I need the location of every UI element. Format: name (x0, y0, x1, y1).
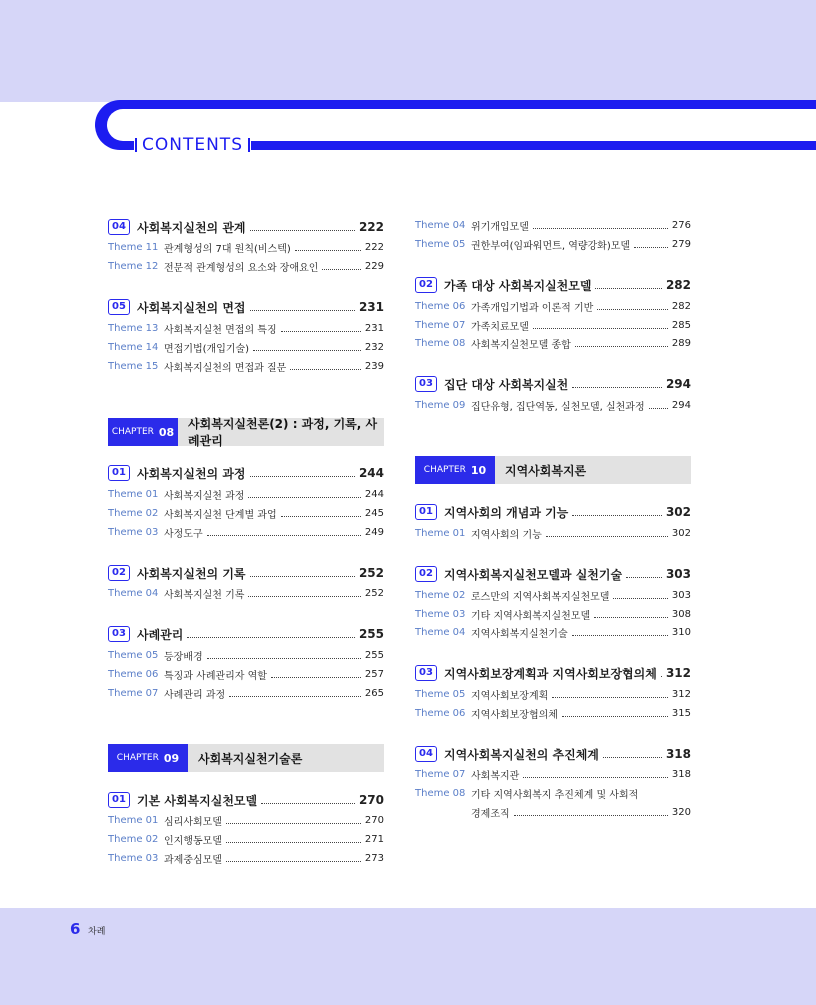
theme-entry[interactable] (108, 647, 384, 663)
theme-entry[interactable] (108, 812, 384, 828)
theme-entry[interactable] (108, 320, 384, 336)
theme-label: Theme 06 (415, 300, 466, 312)
section-number: 01 (415, 504, 437, 520)
section-entry[interactable] (415, 664, 691, 682)
theme-text: 지역사회의 기능 (471, 529, 542, 541)
page-number: 239 (364, 360, 384, 372)
section-number: 02 (108, 565, 130, 581)
section-title: 사례관리 (137, 627, 184, 642)
page-number: 303 (671, 589, 691, 601)
theme-text: 사회복지실천모델 종합 (471, 339, 571, 351)
theme-entry[interactable] (415, 686, 691, 702)
theme-label: Theme 04 (415, 626, 466, 638)
page-number: 255 (358, 627, 384, 641)
theme-label: Theme 01 (415, 527, 466, 539)
theme-text: 사회복지실천 과정 (164, 490, 245, 502)
theme-entry[interactable] (108, 850, 384, 866)
section-number: 01 (108, 792, 130, 808)
chapter-number: 10 (470, 463, 487, 477)
page-number: 310 (671, 626, 691, 638)
theme-label: Theme 07 (108, 687, 159, 699)
theme-label: Theme 02 (108, 507, 159, 519)
theme-label: Theme 15 (108, 360, 159, 372)
chapter-label: CHAPTER 09 (108, 744, 188, 772)
section-number: 01 (108, 465, 130, 481)
page-number: 318 (665, 747, 691, 761)
theme-entry[interactable] (108, 524, 384, 540)
page-number: 245 (364, 507, 384, 519)
theme-text: 관계형성의 7대 원칙(비스텍) (164, 243, 291, 255)
theme-label: Theme 05 (415, 238, 466, 250)
section-title: 사회복지실천의 기록 (137, 566, 246, 581)
theme-entry[interactable] (415, 335, 691, 351)
theme-text: 면접기법(개입기술) (164, 343, 250, 355)
theme-label: Theme 04 (108, 587, 159, 599)
section-number: 02 (415, 566, 437, 582)
page-number: 318 (671, 768, 691, 780)
section-title: 지역사회복지실천의 추진체계 (444, 747, 599, 762)
section-entry[interactable] (108, 564, 384, 582)
page-number: 276 (671, 219, 691, 231)
theme-label: Theme 07 (415, 768, 466, 780)
page-number: 244 (364, 488, 384, 500)
theme-text: 심리사회모델 (164, 816, 222, 828)
section-entry[interactable] (108, 625, 384, 643)
section-title: 사회복지실천의 면접 (137, 300, 246, 315)
theme-entry[interactable] (415, 397, 691, 413)
section-number: 04 (415, 746, 437, 762)
theme-entry[interactable] (108, 666, 384, 682)
section-title: 사회복지실천의 과정 (137, 466, 246, 481)
section-title: 집단 대상 사회복지실천 (444, 377, 569, 392)
theme-entry[interactable] (108, 831, 384, 847)
theme-text: 지역사회보장협의체 (471, 709, 558, 721)
page-number: 302 (665, 505, 691, 519)
section-number: 03 (108, 626, 130, 642)
theme-text: 가족치료모델 (471, 321, 529, 333)
page-number: 308 (671, 608, 691, 620)
page-number: 244 (358, 466, 384, 480)
theme-label: Theme 01 (108, 814, 159, 826)
theme-entry[interactable] (415, 766, 691, 782)
page-number: 315 (671, 707, 691, 719)
chapter-number: 09 (163, 751, 180, 765)
page-number: 282 (665, 278, 691, 292)
section-number: 03 (415, 665, 437, 681)
theme-text: 사례관리 과정 (164, 689, 226, 701)
chapter-header[interactable] (415, 456, 691, 484)
theme-entry[interactable] (108, 486, 384, 502)
theme-label: Theme 13 (108, 322, 159, 334)
theme-label: Theme 03 (108, 852, 159, 864)
page-number: 312 (671, 688, 691, 700)
theme-entry[interactable] (108, 258, 384, 274)
page-number: 249 (364, 526, 384, 538)
chapter-label: CHAPTER 10 (415, 456, 495, 484)
theme-entry[interactable] (415, 606, 691, 622)
section-number: 05 (108, 299, 130, 315)
page-number: 312 (665, 666, 691, 680)
section-number: 02 (415, 277, 437, 293)
page-number: 252 (358, 566, 384, 580)
theme-entry[interactable] (108, 505, 384, 521)
page-number: 271 (364, 833, 384, 845)
theme-label: Theme 11 (108, 241, 159, 253)
section-entry[interactable] (415, 375, 691, 393)
theme-label: Theme 02 (415, 589, 466, 601)
section-entry[interactable] (415, 503, 691, 521)
theme-entry[interactable] (415, 236, 691, 252)
theme-text: 로스만의 지역사회복지실천모델 (471, 591, 610, 603)
section-title: 지역사회보장계획과 지역사회보장협의체 (444, 666, 657, 681)
top-band (0, 0, 816, 102)
theme-text: 등장배경 (164, 651, 203, 663)
chapter-title: 지역사회복지론 (505, 463, 587, 478)
section-title: 지역사회의 개념과 기능 (444, 505, 569, 520)
theme-text: 기타 지역사회복지실천모델 (471, 610, 591, 622)
page-title: CONTENTS (134, 133, 251, 157)
theme-entry[interactable] (108, 339, 384, 355)
page-number: 257 (364, 668, 384, 680)
theme-label: Theme 08 (415, 787, 466, 799)
theme-text: 사회복지실천 면접의 특징 (164, 324, 277, 336)
section-number: 04 (108, 219, 130, 235)
page-number: 273 (364, 852, 384, 864)
section-entry[interactable] (415, 745, 691, 763)
theme-entry[interactable] (415, 217, 691, 233)
section-number: 03 (415, 376, 437, 392)
page-number: 294 (665, 377, 691, 391)
theme-label: Theme 06 (415, 707, 466, 719)
page-number: 279 (671, 238, 691, 250)
theme-text: 인지행동모델 (164, 835, 222, 847)
theme-text: 사정도구 (164, 528, 203, 540)
page-number: 252 (364, 587, 384, 599)
chapter-title: 사회복지실천기술론 (198, 751, 303, 766)
page-number: 282 (671, 300, 691, 312)
section-entry[interactable] (415, 565, 691, 583)
theme-label: Theme 03 (415, 608, 466, 620)
theme-label: Theme 08 (415, 337, 466, 349)
page-number: 232 (364, 341, 384, 353)
chapter-title: 사회복지실천론(2) : 과정, 기록, 사례관리 (188, 417, 378, 448)
theme-entry[interactable] (415, 525, 691, 541)
theme-entry-continued[interactable] (471, 804, 691, 820)
theme-text: 특징과 사례관리자 역할 (164, 670, 267, 682)
page-number: 302 (671, 527, 691, 539)
theme-label: Theme 03 (108, 526, 159, 538)
page-number: 270 (364, 814, 384, 826)
theme-entry[interactable] (415, 785, 691, 801)
theme-text: 사회복지실천 기록 (164, 589, 245, 601)
theme-label: Theme 09 (415, 399, 466, 411)
theme-entry[interactable] (415, 624, 691, 640)
page-number: 229 (364, 260, 384, 272)
chapter-header[interactable] (108, 418, 384, 446)
page-number: 294 (671, 399, 691, 411)
section-title: 기본 사회복지실천모델 (137, 793, 258, 808)
section-entry[interactable] (108, 791, 384, 809)
theme-text: 사회복지관 (471, 770, 520, 782)
theme-text: 기타 지역사회복지 추진체계 및 사회적 (471, 789, 639, 801)
theme-entry[interactable] (415, 317, 691, 333)
theme-text: 경제조직 (471, 808, 510, 820)
theme-entry[interactable] (415, 587, 691, 603)
theme-entry[interactable] (108, 585, 384, 601)
page-number: 255 (364, 649, 384, 661)
chapter-number: 08 (158, 425, 175, 439)
page-number: 231 (358, 300, 384, 314)
theme-text: 권한부여(임파워먼트, 역량강화)모델 (471, 240, 631, 252)
theme-label: Theme 14 (108, 341, 159, 353)
theme-entry[interactable] (415, 705, 691, 721)
section-title: 가족 대상 사회복지실천모델 (444, 278, 592, 293)
theme-label: Theme 04 (415, 219, 466, 231)
page-number: 222 (358, 220, 384, 234)
theme-entry[interactable] (108, 239, 384, 255)
theme-entry[interactable] (108, 685, 384, 701)
section-entry[interactable] (108, 298, 384, 316)
page-number: 222 (364, 241, 384, 253)
theme-entry[interactable] (415, 298, 691, 314)
page-number: 270 (358, 793, 384, 807)
theme-label: Theme 06 (108, 668, 159, 680)
theme-label: Theme 02 (108, 833, 159, 845)
theme-text: 사회복지실천의 면접과 질문 (164, 362, 287, 374)
theme-entry[interactable] (108, 358, 384, 374)
theme-text: 위기개입모델 (471, 221, 529, 233)
page-number: 289 (671, 337, 691, 349)
section-entry[interactable] (108, 464, 384, 482)
theme-text: 과제중심모델 (164, 854, 222, 866)
bottom-band (0, 908, 816, 1005)
theme-label: Theme 01 (108, 488, 159, 500)
page-number: 320 (671, 806, 691, 818)
section-title: 지역사회복지실천모델과 실천기술 (444, 567, 623, 582)
chapter-header[interactable] (108, 744, 384, 772)
theme-label: Theme 05 (415, 688, 466, 700)
chapter-label: CHAPTER 08 (108, 418, 178, 446)
footer-label: 차례 (88, 927, 106, 937)
theme-text: 지역사회보장계획 (471, 690, 549, 702)
page-number: 231 (364, 322, 384, 334)
theme-text: 지역사회복지실천기술 (471, 628, 568, 640)
footer-page-number: 6 (70, 920, 81, 938)
theme-label: Theme 07 (415, 319, 466, 331)
theme-text: 사회복지실천 단계별 과업 (164, 509, 277, 521)
page-number: 285 (671, 319, 691, 331)
page-number: 303 (665, 567, 691, 581)
theme-text: 전문적 관계형성의 요소와 장애요인 (164, 262, 319, 274)
theme-label: Theme 05 (108, 649, 159, 661)
section-entry[interactable] (415, 276, 691, 294)
section-title: 사회복지실천의 관계 (137, 220, 246, 235)
theme-text: 집단유형, 집단역동, 실천모델, 실천과정 (471, 401, 645, 413)
section-entry[interactable] (108, 218, 384, 236)
theme-label: Theme 12 (108, 260, 159, 272)
theme-text: 가족개입기법과 이론적 기반 (471, 302, 594, 314)
page-number: 265 (364, 687, 384, 699)
